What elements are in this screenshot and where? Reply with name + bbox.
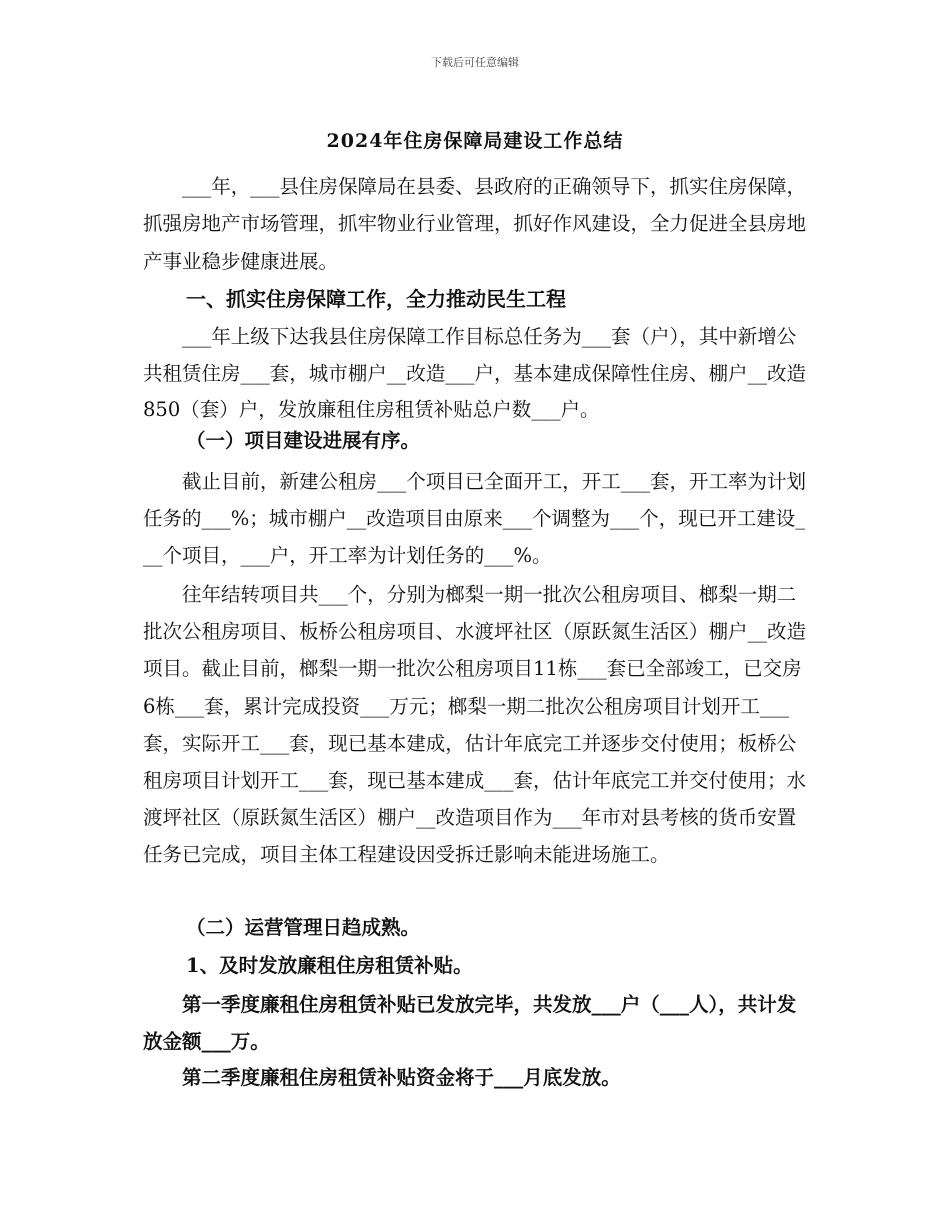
- item-1-paragraph-2: 第二季度廉租住房租赁补贴资金将于___月底发放。: [182, 1066, 621, 1089]
- subsection-1-paragraph-1: 截止目前，新建公租房___个项目已全面开工，开工___套，开工率为计划任务的___%；城市棚户__改造项目由原来___个调整为___个，现已开工建设___个项目，___户，开工率为计划任务的___%。: [143, 470, 807, 567]
- document-title: 2024年住房保障局建设工作总结: [326, 130, 624, 152]
- item-1-paragraph-1: 第一季度廉租住房租赁补贴已发放完毕，共发放___户（___人），共计发放金额___万。: [143, 993, 797, 1053]
- subsection-heading-2: （二）运营管理日趋成熟。: [186, 916, 421, 939]
- subsection-heading-1: （一）项目建设进展有序。: [186, 429, 421, 452]
- intro-paragraph: ___年，___县住房保障局在县委、县政府的正确领导下，抓实住房保障，抓强房地产市场管理，抓牢物业行业管理，抓好作风建设，全力促进全县房地产事业稳步健康进展。: [143, 175, 807, 273]
- page-header: 下载后可任意编辑: [431, 56, 519, 69]
- subsection-1-paragraph-2: 往年结转项目共___个，分别为榔梨一期一批次公租房项目、榔梨一期二批次公租房项目、板桥公租房项目、水渡坪社区（原跃氮生活区）棚户__改造项目。截止目前，榔梨一期一批次公租房项目11栋___套已全部竣工，已交房6栋___套，累计完成投资___万元；榔梨一期二批次公租房项目计划开工___套，实际开工___套，现已基本建成，估计年底完工并逐步交付使用；板桥公租房项目计划开工___套，现已基本建成___套，估计年底完工并交付使用；水渡坪社区（原跃氮生活区）棚户__改造项目作为___年市对县考核的货币安置任务已完成，项目主体工程建设因受拆迁影响未能进场施工。: [143, 583, 807, 867]
- item-heading-1: 1、及时发放廉租住房租赁补贴。: [186, 954, 473, 977]
- section-heading-1: 一、抓实住房保障工作，全力推动民生工程: [186, 287, 566, 311]
- section-1-paragraph: ___年上级下达我县住房保障工作目标总任务为___套（户），其中新增公共租赁住房___套，城市棚户__改造___户，基本建成保障性住房、棚户__改造850（套）户，发放廉租住房租赁补贴总户数___户。: [143, 325, 807, 421]
